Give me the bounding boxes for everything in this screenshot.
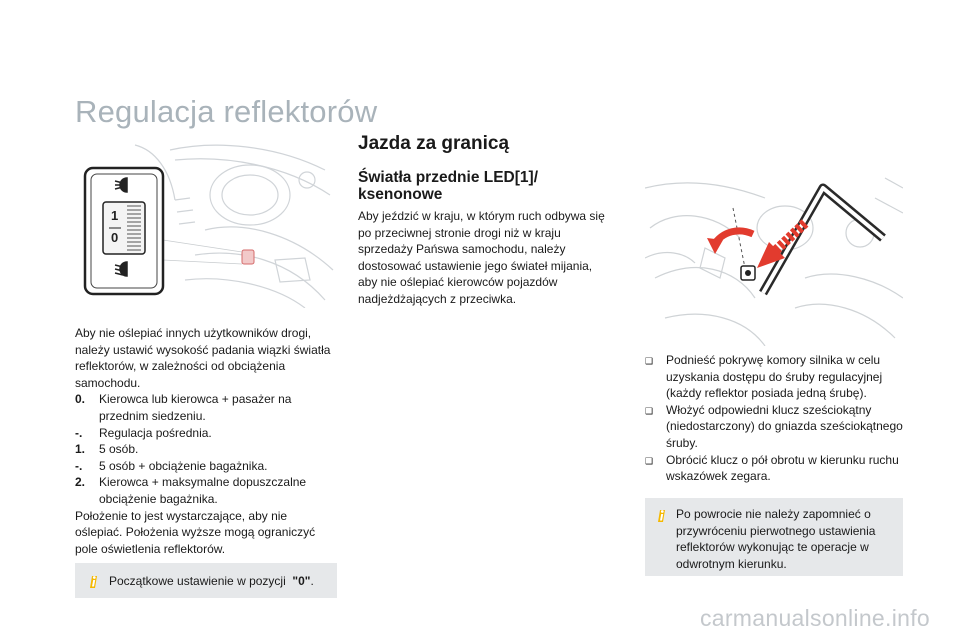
position-key: -. bbox=[75, 425, 83, 440]
list-item bbox=[645, 402, 903, 452]
info-icon bbox=[655, 509, 669, 523]
position-item bbox=[75, 474, 337, 507]
position-desc: Kierowca + maksymalne dopuszczalne obciążenie bagażnika. bbox=[99, 475, 307, 506]
position-key: 2. bbox=[75, 475, 86, 490]
step-text: Podnieść pokrywę komory silnika w celu uzyskania dostępu do śruby regulacyjnej (każdy reflektor posiada jedną śrubę). bbox=[666, 353, 883, 401]
position-desc: 5 osób. bbox=[99, 442, 139, 457]
watermark: carmanualsonline.info bbox=[699, 605, 930, 631]
position-key: 0. bbox=[75, 392, 86, 407]
dial-mark-bottom: 0 bbox=[111, 230, 119, 245]
info-note-text: Początkowe ustawienie w pozycji "0". bbox=[109, 574, 314, 588]
list-item bbox=[645, 352, 903, 402]
step-text: Obrócić klucz o pół obrotu w kierunku ruchu wskazówek zegara. bbox=[666, 452, 899, 484]
position-key: -. bbox=[75, 458, 83, 473]
position-item bbox=[75, 458, 337, 475]
abroad-paragraph: Aby jeździć w kraju, w którym ruch odbywa się po przeciwnej stronie drogi niż w kraju sprzedaży Pańswa samochodu, należy dostosować ustawienie jego świateł mijania, aby nie oślepiać kierowców pojazdów nadjeżdżających z przeciwka. bbox=[358, 209, 605, 306]
position-item bbox=[75, 391, 337, 424]
info-note-text: Po powrocie nie należy zapomnieć o przywróceniu pierwotnego ustawienia reflektorów wykonując te operacje w odwrotnym kierunku. bbox=[676, 507, 876, 571]
initial-position-value: "0" bbox=[292, 574, 311, 588]
headlamp-dial-illustration bbox=[75, 140, 337, 308]
list-item bbox=[645, 452, 903, 485]
step-text: Włożyć odpowiedni klucz sześciokątny (niedostarczony) do gniazda sześciokątnego śruby. bbox=[666, 402, 903, 450]
steps-list bbox=[645, 352, 903, 485]
section-title-abroad: Jazda za granicą bbox=[358, 133, 510, 154]
position-desc: Regulacja pośrednia. bbox=[99, 425, 212, 440]
info-note-initial-setting bbox=[75, 563, 337, 598]
checkbox-bullet-icon: ❑ bbox=[645, 357, 654, 367]
rotation-arrow-icon bbox=[707, 231, 753, 254]
position-item bbox=[75, 425, 337, 442]
intro-paragraph: Aby nie oślepiać innych użytkowników drogi, należy ustawić wysokość padania wiązki światła reflektorów, w zależności od obciążenia samochodu. bbox=[75, 326, 331, 390]
adjustment-screw-illustration bbox=[645, 168, 903, 346]
position-item bbox=[75, 441, 337, 458]
position-desc: 5 osób + obciążenie bagażnika. bbox=[99, 458, 268, 473]
left-column-text bbox=[75, 325, 337, 557]
adjustment-screw bbox=[741, 266, 755, 280]
info-icon bbox=[87, 575, 101, 589]
outro-paragraph: Położenie to jest wystarczające, aby nie oślepiać. Położenia wyższe mogą ograniczyć pole oświetlenia reflektorów. bbox=[75, 508, 316, 556]
position-key: 1. bbox=[75, 442, 86, 457]
position-desc: Kierowca lub kierowca + pasażer na przednim siedzeniu. bbox=[99, 392, 292, 423]
dial-mark-top: 1 bbox=[111, 208, 119, 223]
checkbox-bullet-icon: ❑ bbox=[645, 456, 654, 467]
subsection-title-headlamps: Światła przednie LED[1]/ ksenonowe bbox=[358, 169, 539, 203]
info-note-return bbox=[645, 498, 903, 576]
checkbox-bullet-icon: ❑ bbox=[645, 406, 654, 417]
page-title: Regulacja reflektorów bbox=[75, 94, 378, 129]
